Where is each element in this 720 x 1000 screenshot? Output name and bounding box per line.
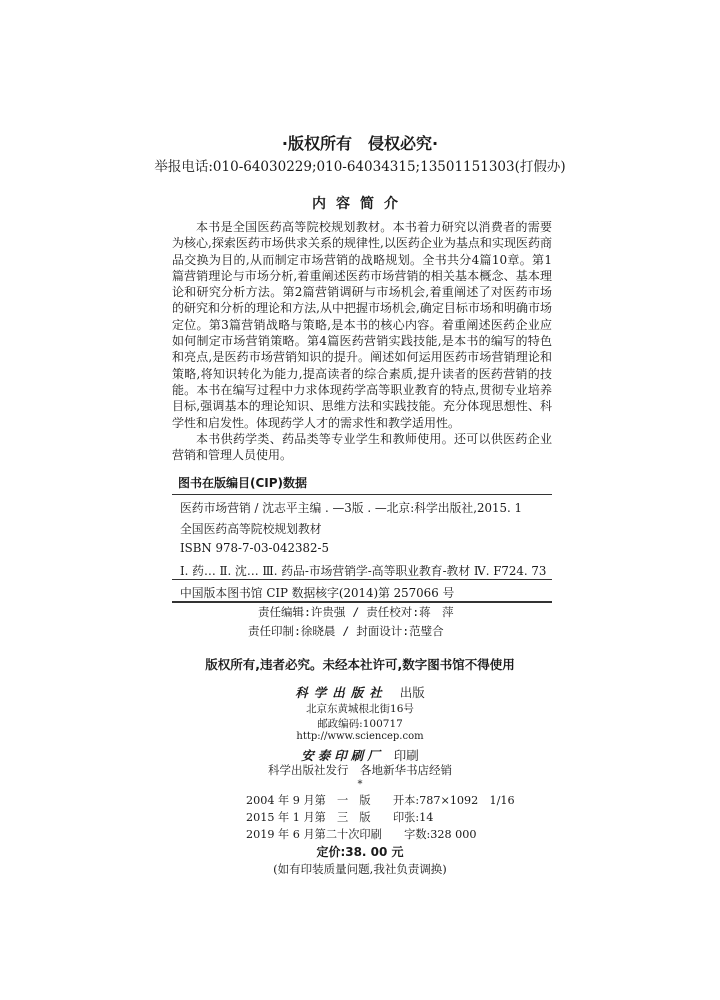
cip-data-block <box>172 474 552 603</box>
price: 定价:38. 00 元 <box>316 845 404 859</box>
separator-star: * <box>357 779 363 790</box>
cip-row: ISBN 978-7-03-042382-5 <box>180 541 329 555</box>
cip-row: 医药市场营销 / 沈志平主编 . —3版 . —北京:科学出版社,2015. 1 <box>180 501 522 515</box>
report-phone-line: 举报电话:010-64030229;010-64034315;13501151303(打假办) <box>154 159 566 175</box>
publisher-url: http://www.sciencep.com <box>296 731 424 742</box>
printer-name: 安泰印刷厂 <box>301 748 384 763</box>
credits-line: 责任印制:徐晓晨 / 封面设计:范璧合 <box>248 624 444 638</box>
printer-role: 印刷 <box>393 748 419 763</box>
intro-paragraph: 本书供药学类、药品类等专业学生和教师使用。还可以供医药企业营销和管理人员使用。 <box>172 431 552 463</box>
edition-line: 2019 年 6 月第二十次印刷 字数:328 000 <box>246 828 477 841</box>
cip-row: Ⅰ. 药… Ⅱ. 沈… Ⅲ. 药品-市场营销学-高等职业教育-教材 Ⅳ. F724. 73 <box>172 558 552 580</box>
intro-body <box>172 219 552 463</box>
rights-banner: ·版权所有 侵权必究· <box>281 134 439 153</box>
publisher-address: 北京东黄城根北街16号 <box>306 703 414 715</box>
edition-info <box>246 792 546 843</box>
cip-row: 全国医药高等院校规划教材 <box>180 522 322 536</box>
credits <box>248 603 548 641</box>
quality-notice: (如有印装质量问题,我社负责调换) <box>273 862 447 876</box>
cip-title: 图书在版编目(CIP)数据 <box>172 474 552 495</box>
intro-title: 内容简介 <box>312 196 408 212</box>
intro-paragraph: 本书是全国医药高等院校规划教材。本书着力研究以消费者的需要为核心,探索医药市场供求关系的规律性,以医药企业为基点和实现医药商品交换为目的,从而制定市场营销的战略规划。全书共分4篇10章。第1篇营销理论与市场分析,着重阐述医药市场营销的相关基本概念、基本理论和研究分析方法。第2篇营销调研与市场机会,着重阐述了对医药市场的研究和分析的理论和方法,从中把握市场机会,确定目标市场和明确市场定位。第3篇营销战略与策略,是本书的核心内容。着重阐述医药企业应如何制定市场营销策略。第4篇医药营销实践技能,是本书的编写的特色和亮点,是医药市场营销知识的提升。阐述如何运用医药市场营销理论和策略,将知识转化为能力,提高读者的综合素质,提升读者的医药营销的技能。本书在编写过程中力求体现药学高等职业教育的特点,贯彻专业培养目标,强调基本的理论知识、思维方法和实践技能。充分体现思想性、科学性和启发性。体现药学人才的需求性和教学适用性。 <box>172 220 552 430</box>
distribution-line: 科学出版社发行 各地新华书店经销 <box>268 763 452 777</box>
edition-line: 2004 年 9 月第 一 版 开本:787×1092 1/16 <box>246 794 515 807</box>
publisher-line <box>0 683 720 701</box>
copyright-warning: 版权所有,违者必究。未经本社许可,数字图书馆不得使用 <box>205 657 515 672</box>
publisher-name: 科学出版社 <box>295 685 388 700</box>
edition-line: 2015 年 1 月第 三 版 印张:14 <box>246 811 434 824</box>
publisher-role: 出版 <box>399 685 425 700</box>
credits-line: 责任编辑:许贵强 / 责任校对:蒋 萍 <box>258 605 454 619</box>
publisher-postcode: 邮政编码:100717 <box>317 718 403 730</box>
cip-row: 中国版本图书馆 CIP 数据核字(2014)第 257066 号 <box>172 580 552 603</box>
